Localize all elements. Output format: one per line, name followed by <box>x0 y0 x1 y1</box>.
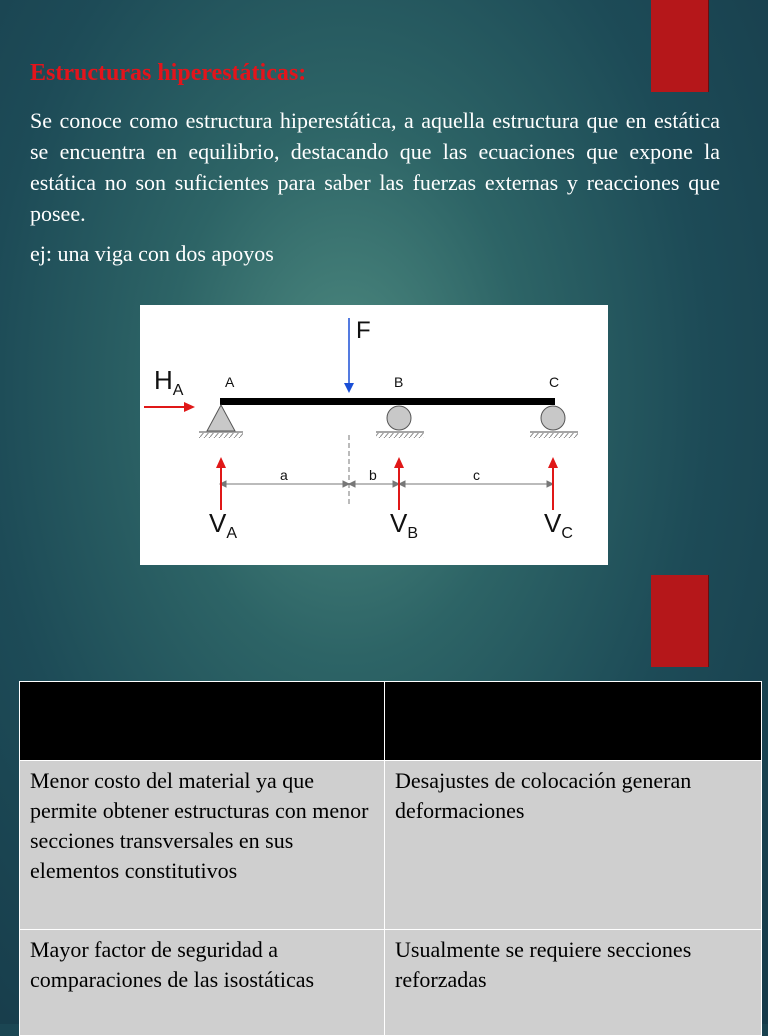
beam-diagram <box>140 305 608 565</box>
svg-text:VB <box>390 508 418 542</box>
vc-main: V <box>544 508 562 538</box>
force-label: F <box>356 317 371 344</box>
table-header-cell-1 <box>20 682 385 761</box>
roller-support-b <box>376 406 424 438</box>
accent-bar-middle <box>651 575 709 667</box>
table-cell-disadvantage-1: Desajustes de colocación generan deformaciones <box>385 761 762 930</box>
table-cell-advantage-1: Menor costo del material ya que permite obtener estructuras con menor secciones transversales en sus elementos constitutivos <box>20 761 385 930</box>
pin-support-a <box>199 405 243 438</box>
table-header-row <box>20 682 762 761</box>
dimension-a: a <box>280 467 288 483</box>
applied-force <box>344 317 371 393</box>
ha-main: H <box>154 365 173 395</box>
dimension-b: b <box>369 467 377 483</box>
vc-sub: C <box>561 525 573 542</box>
horizontal-reaction <box>144 365 195 412</box>
svg-text:VA <box>209 508 237 542</box>
definition-paragraph: Se conoce como estructura hiperestática, a aquella estructura que en estática se encuentra en equilibrio, destacando que las ecuaciones que expone la estática no son suficientes para saber las fuerzas externas y reacciones que posee. <box>30 108 720 226</box>
table-row <box>20 930 762 1036</box>
support-label-c: C <box>549 374 560 390</box>
ha-sub: A <box>172 382 184 399</box>
comparison-table <box>19 681 762 1036</box>
slide-title: Estructuras hiperestáticas: <box>30 60 307 86</box>
vertical-reaction-a <box>209 457 237 542</box>
vb-main: V <box>390 508 408 538</box>
dimension-lines <box>220 435 553 505</box>
svg-text:HA <box>154 365 184 399</box>
table-header-cell-2 <box>385 682 762 761</box>
va-main: V <box>209 508 227 538</box>
example-text: ej: una viga con dos apoyos <box>30 241 274 266</box>
dimension-c: c <box>473 467 480 483</box>
table-cell-advantage-2: Mayor factor de seguridad a comparaciones de las isostáticas <box>20 930 385 1036</box>
vertical-reaction-c <box>544 457 573 542</box>
svg-text:VC <box>544 508 573 542</box>
beam <box>220 398 555 405</box>
roller-support-c <box>530 406 578 438</box>
support-label-a: A <box>225 374 235 390</box>
vertical-reaction-b <box>390 457 418 542</box>
vb-sub: B <box>407 525 419 542</box>
accent-bar-top <box>651 0 709 92</box>
table-cell-disadvantage-2: Usualmente se requiere secciones reforzadas <box>385 930 762 1036</box>
va-sub: A <box>226 525 238 542</box>
table-row <box>20 761 762 930</box>
support-label-b: B <box>394 374 404 390</box>
